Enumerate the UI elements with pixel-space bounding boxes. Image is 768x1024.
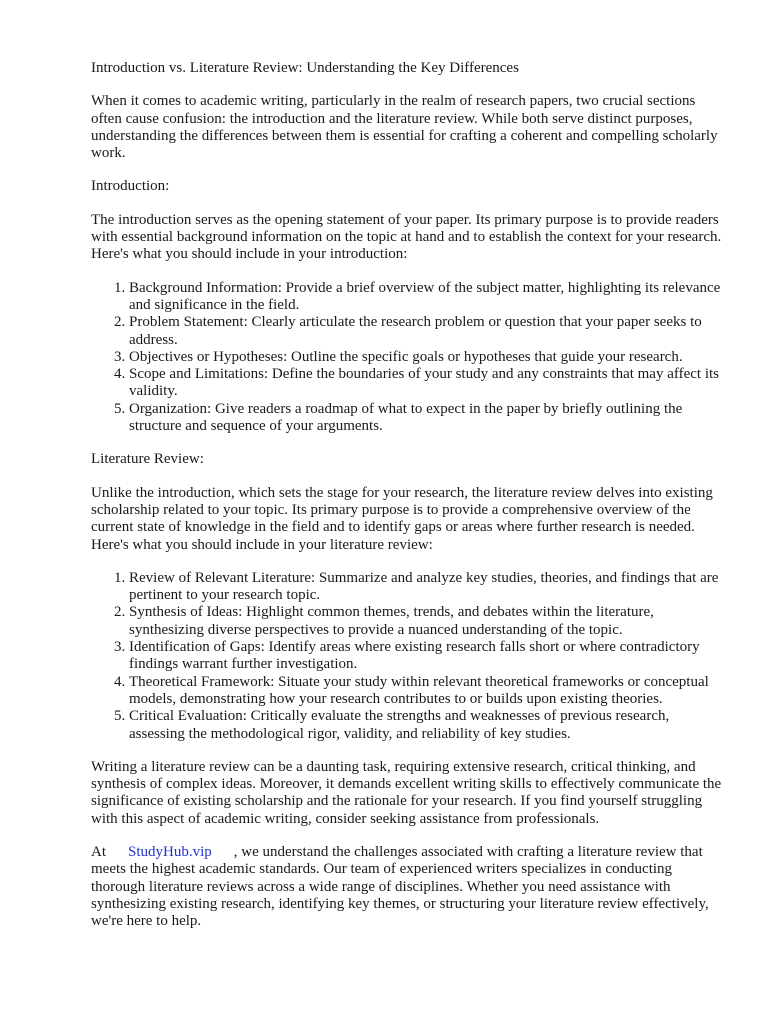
document-title: Introduction vs. Literature Review: Understanding the Key Differences bbox=[91, 60, 519, 76]
list-item: 1. Background Information: Provide a brief overview of the subject matter, highlighting its relevance and significance in the field. bbox=[129, 280, 723, 315]
introduction-heading: Introduction: bbox=[91, 178, 170, 195]
introduction-list bbox=[91, 280, 723, 436]
closing-suffix: , we understand the challenges associated with crafting a literature review that meets the highest academic standards. Our team of experienced writers specializes in conducting thorough literature reviews across a wide range of disciplines. Whether you need assistance with synthesizing existing research, identifying key themes, or structuring your literature review effectively, we're here to help. bbox=[91, 843, 709, 930]
list-item: 3. Identification of Gaps: Identify areas where existing research falls short or where contradictory findings warrant further investigation. bbox=[129, 639, 723, 674]
assistance-paragraph: Writing a literature review can be a daunting task, requiring extensive research, critical thinking, and synthesis of complex ideas. Moreover, it demands excellent writing skills to effectively communicate the significance of existing scholarship and the rationale for your research. If you find yourself struggling with this aspect of academic writing, consider seeking assistance from professionals. bbox=[91, 758, 722, 827]
list-item: 4. Scope and Limitations: Define the boundaries of your study and any constraints that may affect its validity. bbox=[129, 366, 723, 401]
list-item: 5. Critical Evaluation: Critically evaluate the strengths and weaknesses of previous research, assessing the methodological rigor, validity, and reliability of key studies. bbox=[129, 708, 723, 743]
intro-paragraph: When it comes to academic writing, particularly in the realm of research papers, two crucial sections often cause confusion: the introduction and the literature review. While both serve distinct purposes, understanding the differences between them is essential for crafting a coherent and compelling scholarly work. bbox=[91, 93, 718, 162]
closing-paragraph bbox=[91, 844, 723, 930]
list-item: 3. Objectives or Hypotheses: Outline the specific goals or hypotheses that guide your research. bbox=[129, 349, 723, 366]
literature-review-paragraph: Unlike the introduction, which sets the stage for your research, the literature review delves into existing scholarship related to your topic. Its primary purpose is to provide a comprehensive overview of the current state of knowledge in the field and to identify gaps or areas where further research is needed. Here's what you should include in your literature review: bbox=[91, 484, 713, 553]
introduction-paragraph: The introduction serves as the opening statement of your paper. Its primary purpose is to provide readers with essential background information on the topic at hand and to establish the context for your research. Here's what you should include in your introduction: bbox=[91, 211, 722, 263]
list-item: 2. Problem Statement: Clearly articulate the research problem or question that your paper seeks to address. bbox=[129, 314, 723, 349]
literature-review-heading: Literature Review: bbox=[91, 451, 204, 468]
list-item: 5. Organization: Give readers a roadmap of what to expect in the paper by briefly outlining the structure and sequence of your arguments. bbox=[129, 401, 723, 436]
document-page bbox=[91, 60, 723, 946]
list-item: 1. Review of Relevant Literature: Summarize and analyze key studies, theories, and findings that are pertinent to your research topic. bbox=[129, 570, 723, 605]
studyhub-link[interactable]: StudyHub.vip bbox=[128, 843, 212, 860]
list-item: 4. Theoretical Framework: Situate your study within relevant theoretical frameworks or conceptual models, demonstrating how your research contributes to or builds upon existing theories. bbox=[129, 674, 723, 709]
literature-review-list bbox=[91, 570, 723, 743]
closing-prefix: At bbox=[91, 843, 106, 860]
list-item: 2. Synthesis of Ideas: Highlight common themes, trends, and debates within the literature, synthesizing diverse perspectives to provide a nuanced understanding of the topic. bbox=[129, 604, 723, 639]
